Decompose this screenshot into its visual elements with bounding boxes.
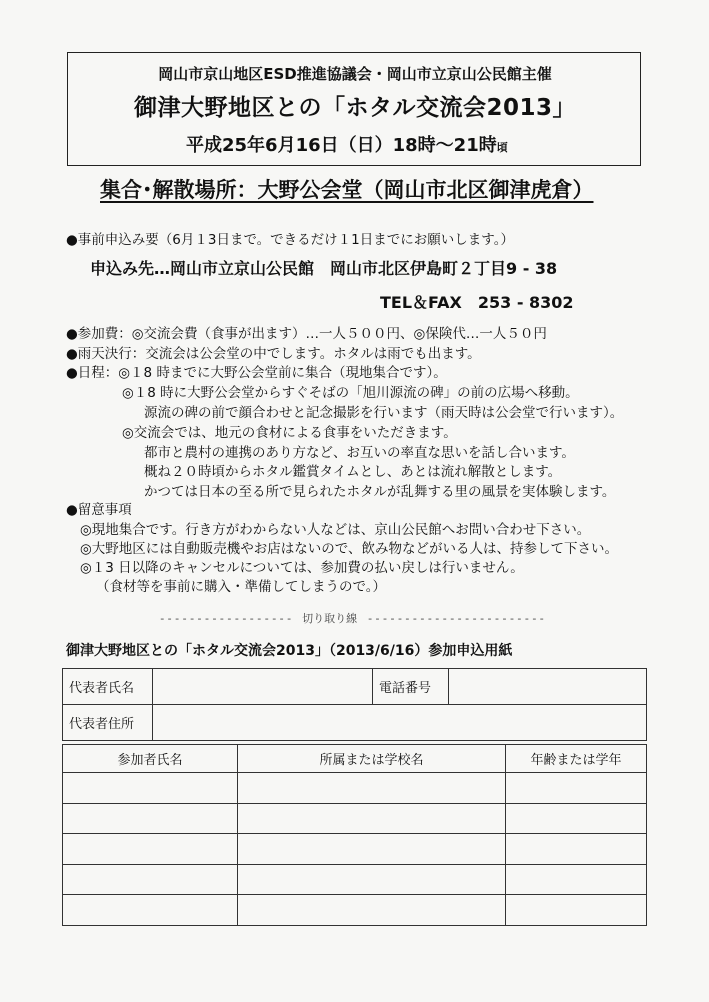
age-cell[interactable] — [506, 773, 647, 804]
age-cell[interactable] — [506, 895, 647, 926]
organizer: 岡山市京山地区ESD推進協議会・岡山市立京山公民館主催 — [158, 65, 552, 83]
note-item: ◎現地集合です。行き方がわからない人などは、京山公民館へお問い合わせ下さい。 — [80, 522, 591, 538]
datetime-text: 平成25年6月16日（日）18時～21時 — [186, 135, 497, 156]
representative-table — [62, 668, 647, 741]
detail-fee: ●参加費：◎交流会費（食事が出ます）…一人５００円、◎保険代…一人５０円 — [66, 326, 547, 342]
registration-note: ●事前申込み要（6月１3日まで。できるだけ１1日までにお願いします。） — [66, 232, 514, 248]
detail-rain: ●雨天決行：交流会は公会堂の中でします。ホタルは雨でも出ます。 — [66, 346, 481, 362]
age-cell[interactable] — [506, 803, 647, 834]
participant-name-cell[interactable] — [63, 803, 238, 834]
detail-schedule-line: 源流の碑の前で顔合わせと記念撮影を行います（雨天時は公会堂で行います）。 — [144, 405, 624, 421]
table-row — [63, 834, 647, 865]
event-title: 御津大野地区との「ホタル交流会2013」 — [133, 95, 576, 121]
table-row — [63, 864, 647, 895]
registration-address: 申込み先…岡山市立京山公民館 岡山市北区伊島町２丁目9 - 38 — [90, 259, 558, 278]
header-box — [67, 52, 641, 166]
registration-tel: TEL＆FAX 253 - 8302 — [380, 293, 574, 312]
age-cell[interactable] — [506, 864, 647, 895]
age-cell[interactable] — [506, 834, 647, 865]
representative-address-label: 代表者住所 — [63, 705, 153, 741]
column-age-grade: 年齢または学年 — [506, 745, 647, 773]
detail-schedule-line: ◎１8 時に大野公会堂からすぐそばの「旭川源流の碑」の前の広場へ移動。 — [122, 385, 579, 401]
table-row — [63, 803, 647, 834]
detail-schedule-line: かつては日本の至る所で見られたホタルが乱舞する里の風景を実体験します。 — [144, 484, 616, 500]
cut-line: - - - - - - - - - - - - - - - - - - 切り取り線 - - - - - - - - - - - - - - - - - - - - - - - - — [160, 612, 544, 625]
phone-field[interactable] — [449, 669, 647, 705]
affiliation-cell[interactable] — [238, 864, 506, 895]
representative-name-field[interactable] — [153, 669, 373, 705]
affiliation-cell[interactable] — [238, 895, 506, 926]
representative-address-field[interactable] — [153, 705, 647, 741]
column-affiliation: 所属または学校名 — [238, 745, 506, 773]
venue: 集合･解散場所：大野公会堂（岡山市北区御津虎倉） — [100, 178, 594, 202]
note-item: ◎１3 日以降のキャンセルについては、参加費の払い戻しは行いません。 — [80, 560, 524, 576]
note-item: （食材等を事前に購入・準備してしまうので。） — [96, 579, 386, 595]
participants-table — [62, 744, 647, 926]
form-title: 御津大野地区との「ホタル交流会2013」（2013/6/16）参加申込用紙 — [66, 643, 513, 659]
participant-name-cell[interactable] — [63, 895, 238, 926]
affiliation-cell[interactable] — [238, 803, 506, 834]
representative-name-label: 代表者氏名 — [63, 669, 153, 705]
detail-schedule-line: 概ね２０時頃からホタル鑑賞タイムとし、あとは流れ解散とします。 — [144, 464, 562, 480]
detail-schedule-line: 都市と農村の連携のあり方など、お互いの率直な思いを話し合います。 — [144, 445, 575, 461]
detail-schedule-line: ◎交流会では、地元の食材による食事をいただきます。 — [122, 425, 457, 441]
participant-name-cell[interactable] — [63, 834, 238, 865]
notes-heading: ●留意事項 — [66, 502, 132, 518]
note-item: ◎大野地区には自動販売機やお店はないので、飲み物などがいる人は、持参して下さい。 — [80, 541, 619, 557]
event-datetime — [186, 131, 508, 157]
phone-label: 電話番号 — [373, 669, 449, 705]
table-row — [63, 895, 647, 926]
datetime-suffix: 頃 — [496, 141, 508, 154]
detail-schedule: ●日程：◎１8 時までに大野公会堂前に集合（現地集合です）。 — [66, 365, 447, 381]
participant-name-cell[interactable] — [63, 864, 238, 895]
table-row — [63, 773, 647, 804]
participant-name-cell[interactable] — [63, 773, 238, 804]
affiliation-cell[interactable] — [238, 773, 506, 804]
column-participant-name: 参加者氏名 — [63, 745, 238, 773]
affiliation-cell[interactable] — [238, 834, 506, 865]
